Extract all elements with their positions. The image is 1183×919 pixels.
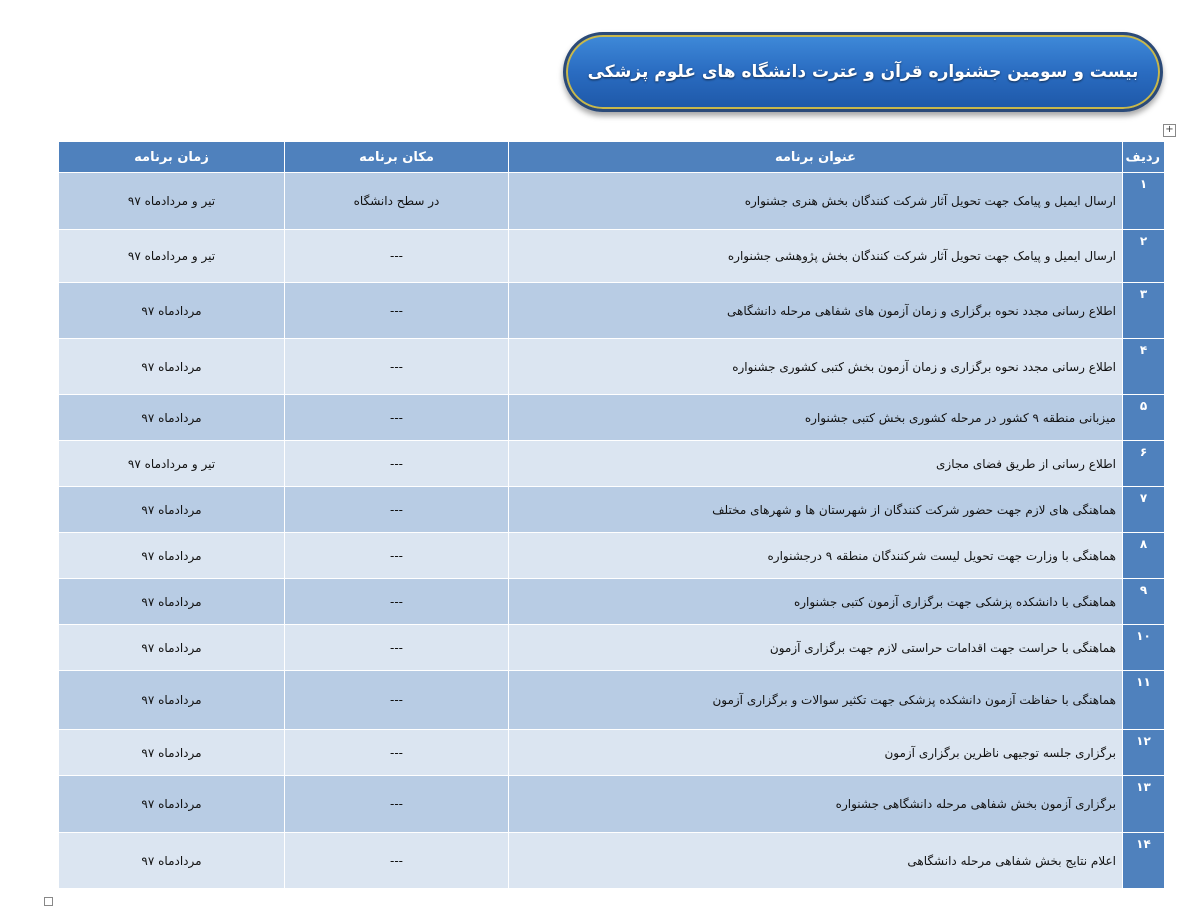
row-time: تیر و مردادماه ۹۷ (59, 230, 285, 283)
table-row (59, 730, 1165, 776)
table-row (59, 283, 1165, 339)
row-title: ارسال ایمیل و پیامک جهت تحویل آثار شرکت کنندگان بخش هنری جشنواره (509, 173, 1123, 230)
row-place: --- (285, 395, 509, 441)
row-place: --- (285, 833, 509, 889)
row-number: ۹ (1123, 579, 1165, 625)
row-number: ۴ (1123, 339, 1165, 395)
row-time: مردادماه ۹۷ (59, 487, 285, 533)
row-number: ۱۳ (1123, 776, 1165, 833)
row-number: ۵ (1123, 395, 1165, 441)
row-place: در سطح دانشگاه (285, 173, 509, 230)
row-time: مردادماه ۹۷ (59, 671, 285, 730)
table-row (59, 625, 1165, 671)
row-title: هماهنگی های لازم جهت حضور شرکت کنندگان از شهرستان ها و شهرهای مختلف (509, 487, 1123, 533)
row-number: ۶ (1123, 441, 1165, 487)
row-title: میزبانی منطقه ۹ کشور در مرحله کشوری بخش کتبی جشنواره (509, 395, 1123, 441)
row-time: تیر و مردادماه ۹۷ (59, 441, 285, 487)
row-place: --- (285, 441, 509, 487)
header-time: زمان برنامه (59, 142, 285, 173)
header-place: مکان برنامه (285, 142, 509, 173)
row-time: تیر و مردادماه ۹۷ (59, 173, 285, 230)
row-number: ۱۱ (1123, 671, 1165, 730)
row-number: ۳ (1123, 283, 1165, 339)
row-title: هماهنگی با دانشکده پزشکی جهت برگزاری آزمون کتبی جشنواره (509, 579, 1123, 625)
row-title: برگزاری آزمون بخش شفاهی مرحله دانشگاهی جشنواره (509, 776, 1123, 833)
row-number: ۸ (1123, 533, 1165, 579)
table-row (59, 533, 1165, 579)
row-place: --- (285, 487, 509, 533)
title-banner (563, 32, 1163, 112)
paragraph-end-icon (44, 897, 53, 906)
row-place: --- (285, 625, 509, 671)
row-number: ۱۲ (1123, 730, 1165, 776)
table-row (59, 441, 1165, 487)
row-time: مردادماه ۹۷ (59, 833, 285, 889)
table-row (59, 579, 1165, 625)
page-title: بیست و سومین جشنواره قرآن و عترت دانشگاه های علوم پزشکی (587, 62, 1139, 82)
row-place: --- (285, 533, 509, 579)
row-title: برگزاری جلسه توجیهی ناظرین برگزاری آزمون (509, 730, 1123, 776)
row-title: اطلاع رسانی مجدد نحوه برگزاری و زمان آزمون بخش کتبی کشوری جشنواره (509, 339, 1123, 395)
table-row (59, 230, 1165, 283)
program-table (58, 141, 1165, 889)
row-place: --- (285, 339, 509, 395)
table-row (59, 833, 1165, 889)
row-title: اطلاع رسانی از طریق فضای مجازی (509, 441, 1123, 487)
row-number: ۱۰ (1123, 625, 1165, 671)
row-time: مردادماه ۹۷ (59, 579, 285, 625)
table-row (59, 173, 1165, 230)
row-time: مردادماه ۹۷ (59, 776, 285, 833)
header-title: عنوان برنامه (509, 142, 1123, 173)
row-number: ۷ (1123, 487, 1165, 533)
table-row (59, 487, 1165, 533)
row-title: هماهنگی با وزارت جهت تحویل لیست شرکنندگان منطقه ۹ درجشنواره (509, 533, 1123, 579)
row-time: مردادماه ۹۷ (59, 533, 285, 579)
row-title: ارسال ایمیل و پیامک جهت تحویل آثار شرکت کنندگان بخش پژوهشی جشنواره (509, 230, 1123, 283)
table-header-row (59, 142, 1165, 173)
table-row (59, 395, 1165, 441)
table-row (59, 671, 1165, 730)
row-time: مردادماه ۹۷ (59, 730, 285, 776)
row-number: ۱۴ (1123, 833, 1165, 889)
row-number: ۲ (1123, 230, 1165, 283)
row-place: --- (285, 776, 509, 833)
row-time: مردادماه ۹۷ (59, 283, 285, 339)
row-place: --- (285, 671, 509, 730)
table-row (59, 339, 1165, 395)
row-place: --- (285, 283, 509, 339)
row-place: --- (285, 230, 509, 283)
table-row (59, 776, 1165, 833)
move-icon[interactable]: + (1163, 124, 1176, 137)
row-title: اعلام نتایج بخش شفاهی مرحله دانشگاهی (509, 833, 1123, 889)
row-time: مردادماه ۹۷ (59, 395, 285, 441)
row-title: هماهنگی با حراست جهت اقدامات حراستی لازم جهت برگزاری آزمون (509, 625, 1123, 671)
row-place: --- (285, 730, 509, 776)
row-place: --- (285, 579, 509, 625)
header-row-number: ردیف (1123, 142, 1165, 173)
row-time: مردادماه ۹۷ (59, 625, 285, 671)
row-title: هماهنگی با حفاظت آزمون دانشکده پزشکی جهت تکثیر سوالات و برگزاری آزمون (509, 671, 1123, 730)
row-title: اطلاع رسانی مجدد نحوه برگزاری و زمان آزمون های شفاهی مرحله دانشگاهی (509, 283, 1123, 339)
row-time: مردادماه ۹۷ (59, 339, 285, 395)
row-number: ۱ (1123, 173, 1165, 230)
